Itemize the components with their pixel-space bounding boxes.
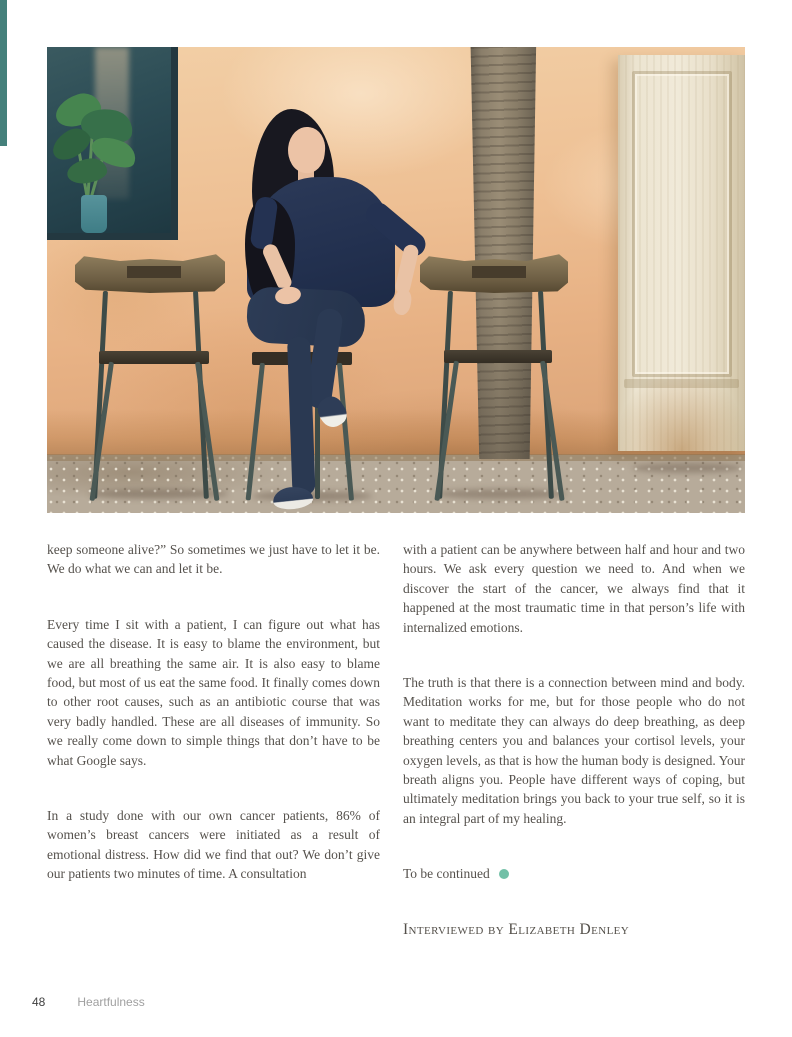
door-stain — [618, 373, 745, 451]
ground-edge — [47, 454, 745, 461]
chair-backrest — [75, 253, 225, 293]
left-column — [47, 540, 380, 975]
chair-seat — [444, 350, 552, 363]
plant-vase — [81, 195, 107, 233]
chair-seat — [99, 351, 209, 364]
right-column — [403, 540, 745, 975]
to-be-continued-label: To be continued — [403, 866, 490, 882]
gravel-ground — [47, 455, 745, 513]
continued-dot-icon — [499, 869, 509, 879]
door-shadow — [632, 463, 742, 473]
door-panel — [632, 71, 732, 377]
wooden-door — [618, 55, 745, 451]
article-body — [47, 540, 745, 975]
paragraph: keep someone alive?” So sometimes we just have to let it be. We do what we can and let it be. — [47, 542, 380, 577]
chair-backrest — [420, 253, 568, 293]
article-photo — [47, 47, 745, 513]
paragraph: The truth is that there is a connection between mind and body. Meditation works for me, but for those people who do not want to meditate they can always do deep breathing, as deep breathing centers you and balances your cortisol levels, your oxygen levels, as that is how the human body is designed. Your breath aligns you. People have different ways of coping, but ultimately meditation brings you back to your true self, so it is an integral part of my healing. — [403, 675, 745, 826]
backrest-slot — [127, 266, 181, 278]
page-edge-tab — [0, 0, 7, 146]
page-footer — [32, 995, 145, 1009]
window — [47, 47, 178, 240]
paragraph: with a patient can be anywhere between half and hour and two hours. We ask every question we need to. And when we discover the start of the cancer, we always find that it happened at the most traumatic time in that person’s life with internalized emotions. — [403, 542, 745, 635]
paragraph: In a study done with our own cancer patients, 86% of women’s breast cancers were initiated as a result of emotional distress. How did we find that out? We don’t give our patients two minutes of time. A consultation — [47, 808, 380, 882]
backrest-slot — [472, 266, 526, 278]
magazine-name: Heartfulness — [77, 995, 145, 1009]
byline: Interviewed by Elizabeth Denley — [403, 920, 630, 938]
page-number: 48 — [32, 995, 46, 1009]
paragraph: Every time I sit with a patient, I can figure out what has caused the disease. It is easy to blame the environment, but we are all breathing the same air. It is also easy to blame food, but most of us eat the same food. It finally comes down to other root causes, such as an antibiotic course that was very badly handled. These are all diseases of immunity. So we really come down to simple things that don’t have to be what Google says. — [47, 616, 380, 768]
to-be-continued — [403, 864, 745, 883]
